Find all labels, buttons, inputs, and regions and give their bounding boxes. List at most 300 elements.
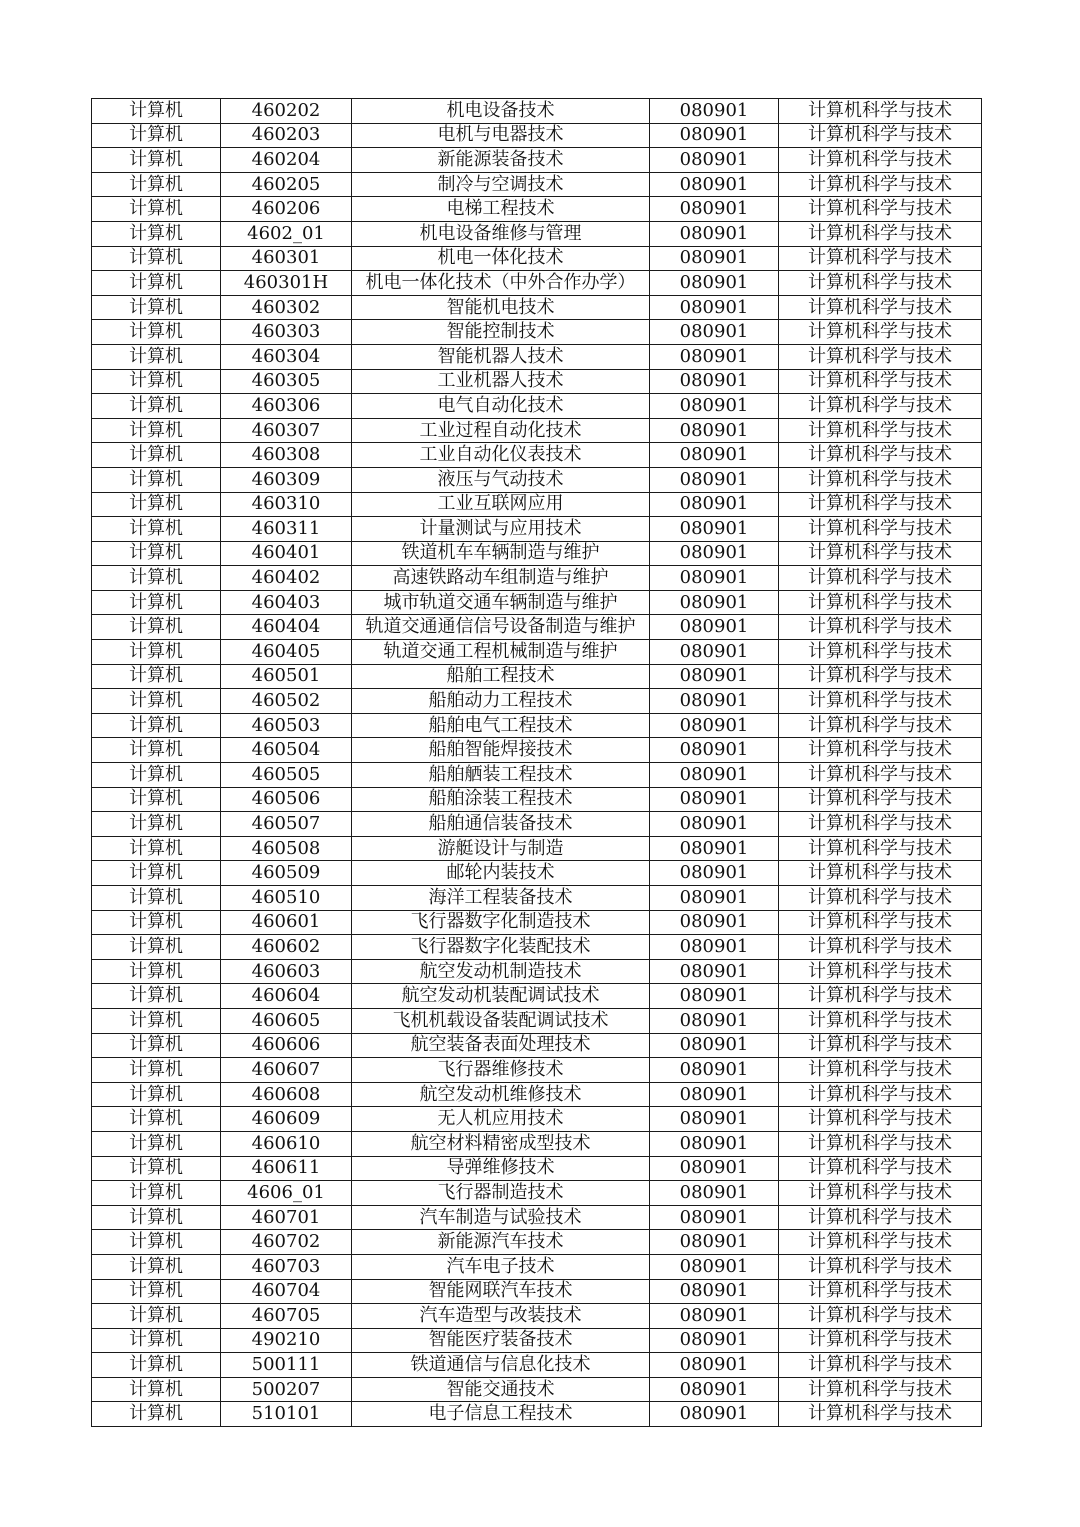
major-code-cell: 460403	[221, 590, 352, 615]
major-name-cell: 轨道交通通信信号设备制造与维护	[352, 615, 650, 640]
major-code-cell: 460510	[221, 886, 352, 911]
target-major-cell: 计算机科学与技术	[779, 1230, 982, 1255]
target-major-cell: 计算机科学与技术	[779, 320, 982, 345]
table-row	[92, 1008, 982, 1033]
major-name-cell: 航空发动机制造技术	[352, 959, 650, 984]
target-code-cell: 080901	[650, 836, 779, 861]
target-major-cell: 计算机科学与技术	[779, 369, 982, 394]
table-row	[92, 1328, 982, 1353]
major-code-cell: 460604	[221, 984, 352, 1009]
major-code-cell: 460503	[221, 713, 352, 738]
category-cell: 计算机	[92, 1328, 221, 1353]
target-major-cell: 计算机科学与技术	[779, 1058, 982, 1083]
target-code-cell: 080901	[650, 271, 779, 296]
category-cell: 计算机	[92, 1033, 221, 1058]
table-row	[92, 1082, 982, 1107]
major-code-cell: 460202	[221, 99, 352, 124]
major-name-cell: 工业过程自动化技术	[352, 418, 650, 443]
target-major-cell: 计算机科学与技术	[779, 861, 982, 886]
major-code-cell: 460308	[221, 443, 352, 468]
target-code-cell: 080901	[650, 197, 779, 222]
category-cell: 计算机	[92, 1205, 221, 1230]
category-cell: 计算机	[92, 99, 221, 124]
target-code-cell: 080901	[650, 369, 779, 394]
target-major-cell: 计算机科学与技术	[779, 123, 982, 148]
table-row	[92, 615, 982, 640]
major-name-cell: 飞机机载设备装配调试技术	[352, 1008, 650, 1033]
category-cell: 计算机	[92, 1156, 221, 1181]
table-row	[92, 910, 982, 935]
table-row	[92, 443, 982, 468]
table-row	[92, 1279, 982, 1304]
category-cell: 计算机	[92, 1377, 221, 1402]
target-code-cell: 080901	[650, 1058, 779, 1083]
major-name-cell: 无人机应用技术	[352, 1107, 650, 1132]
major-code-cell: 460607	[221, 1058, 352, 1083]
target-code-cell: 080901	[650, 590, 779, 615]
major-code-cell: 500111	[221, 1353, 352, 1378]
table-row	[92, 172, 982, 197]
table-row	[92, 394, 982, 419]
target-major-cell: 计算机科学与技术	[779, 1181, 982, 1206]
table-row	[92, 640, 982, 665]
target-major-cell: 计算机科学与技术	[779, 738, 982, 763]
major-name-cell: 机电设备技术	[352, 99, 650, 124]
table-row	[92, 935, 982, 960]
major-code-cell: 460405	[221, 640, 352, 665]
major-name-cell: 航空发动机维修技术	[352, 1082, 650, 1107]
major-name-cell: 飞行器数字化装配技术	[352, 935, 650, 960]
category-cell: 计算机	[92, 763, 221, 788]
major-name-cell: 高速铁路动车组制造与维护	[352, 566, 650, 591]
major-name-cell: 邮轮内装技术	[352, 861, 650, 886]
target-code-cell: 080901	[650, 1107, 779, 1132]
major-code-cell: 460502	[221, 689, 352, 714]
table-row	[92, 295, 982, 320]
target-code-cell: 080901	[650, 566, 779, 591]
category-cell: 计算机	[92, 959, 221, 984]
target-major-cell: 计算机科学与技术	[779, 1033, 982, 1058]
major-code-cell: 460307	[221, 418, 352, 443]
target-code-cell: 080901	[650, 320, 779, 345]
target-code-cell: 080901	[650, 394, 779, 419]
category-cell: 计算机	[92, 123, 221, 148]
target-code-cell: 080901	[650, 689, 779, 714]
category-cell: 计算机	[92, 271, 221, 296]
target-code-cell: 080901	[650, 787, 779, 812]
target-major-cell: 计算机科学与技术	[779, 664, 982, 689]
category-cell: 计算机	[92, 344, 221, 369]
target-major-cell: 计算机科学与技术	[779, 1131, 982, 1156]
target-major-cell: 计算机科学与技术	[779, 1254, 982, 1279]
category-cell: 计算机	[92, 1230, 221, 1255]
table-row	[92, 344, 982, 369]
target-major-cell: 计算机科学与技术	[779, 246, 982, 271]
table-row	[92, 517, 982, 542]
category-cell: 计算机	[92, 984, 221, 1009]
category-cell: 计算机	[92, 492, 221, 517]
major-name-cell: 新能源装备技术	[352, 148, 650, 173]
category-cell: 计算机	[92, 443, 221, 468]
target-code-cell: 080901	[650, 1328, 779, 1353]
target-code-cell: 080901	[650, 1008, 779, 1033]
major-code-cell: 460301	[221, 246, 352, 271]
table-row	[92, 1205, 982, 1230]
table-row	[92, 271, 982, 296]
major-name-cell: 船舶动力工程技术	[352, 689, 650, 714]
table-row	[92, 1131, 982, 1156]
table-row	[92, 99, 982, 124]
major-code-cell: 460301H	[221, 271, 352, 296]
category-cell: 计算机	[92, 148, 221, 173]
major-code-cell: 4606_01	[221, 1181, 352, 1206]
major-code-cell: 460304	[221, 344, 352, 369]
major-code-cell: 460608	[221, 1082, 352, 1107]
major-name-cell: 计量测试与应用技术	[352, 517, 650, 542]
table-row	[92, 221, 982, 246]
major-code-cell: 460203	[221, 123, 352, 148]
major-name-cell: 船舶工程技术	[352, 664, 650, 689]
table-row	[92, 886, 982, 911]
target-code-cell: 080901	[650, 172, 779, 197]
category-cell: 计算机	[92, 738, 221, 763]
major-name-cell: 智能机电技术	[352, 295, 650, 320]
table-row	[92, 492, 982, 517]
major-name-cell: 智能交通技术	[352, 1377, 650, 1402]
major-name-cell: 船舶智能焊接技术	[352, 738, 650, 763]
major-name-cell: 智能网联汽车技术	[352, 1279, 650, 1304]
major-code-cell: 460509	[221, 861, 352, 886]
target-code-cell: 080901	[650, 738, 779, 763]
major-name-cell: 飞行器数字化制造技术	[352, 910, 650, 935]
major-name-cell: 船舶涂装工程技术	[352, 787, 650, 812]
target-major-cell: 计算机科学与技术	[779, 1082, 982, 1107]
target-major-cell: 计算机科学与技术	[779, 541, 982, 566]
target-major-cell: 计算机科学与技术	[779, 763, 982, 788]
category-cell: 计算机	[92, 1353, 221, 1378]
target-code-cell: 080901	[650, 541, 779, 566]
target-major-cell: 计算机科学与技术	[779, 689, 982, 714]
target-code-cell: 080901	[650, 713, 779, 738]
major-name-cell: 机电一体化技术	[352, 246, 650, 271]
target-major-cell: 计算机科学与技术	[779, 713, 982, 738]
table-row	[92, 664, 982, 689]
major-code-cell: 460602	[221, 935, 352, 960]
table-row	[92, 861, 982, 886]
major-code-cell: 460310	[221, 492, 352, 517]
table-row	[92, 320, 982, 345]
target-code-cell: 080901	[650, 812, 779, 837]
target-major-cell: 计算机科学与技术	[779, 394, 982, 419]
major-name-cell: 电梯工程技术	[352, 197, 650, 222]
target-code-cell: 080901	[650, 664, 779, 689]
table-row	[92, 689, 982, 714]
target-code-cell: 080901	[650, 99, 779, 124]
target-code-cell: 080901	[650, 123, 779, 148]
target-code-cell: 080901	[650, 1082, 779, 1107]
major-code-cell: 460303	[221, 320, 352, 345]
major-name-cell: 智能医疗装备技术	[352, 1328, 650, 1353]
major-name-cell: 海洋工程装备技术	[352, 886, 650, 911]
major-code-cell: 460611	[221, 1156, 352, 1181]
target-major-cell: 计算机科学与技术	[779, 344, 982, 369]
target-code-cell: 080901	[650, 1033, 779, 1058]
target-code-cell: 080901	[650, 295, 779, 320]
category-cell: 计算机	[92, 1107, 221, 1132]
category-cell: 计算机	[92, 221, 221, 246]
table-row	[92, 590, 982, 615]
category-cell: 计算机	[92, 566, 221, 591]
major-name-cell: 航空材料精密成型技术	[352, 1131, 650, 1156]
major-name-cell: 铁道机车车辆制造与维护	[352, 541, 650, 566]
category-cell: 计算机	[92, 197, 221, 222]
major-code-cell: 460506	[221, 787, 352, 812]
target-major-cell: 计算机科学与技术	[779, 1008, 982, 1033]
target-code-cell: 080901	[650, 1353, 779, 1378]
major-code-cell: 460302	[221, 295, 352, 320]
major-name-cell: 导弹维修技术	[352, 1156, 650, 1181]
category-cell: 计算机	[92, 418, 221, 443]
target-code-cell: 080901	[650, 1205, 779, 1230]
target-major-cell: 计算机科学与技术	[779, 1353, 982, 1378]
target-major-cell: 计算机科学与技术	[779, 1402, 982, 1427]
target-code-cell: 080901	[650, 763, 779, 788]
table-row	[92, 713, 982, 738]
major-name-cell: 智能机器人技术	[352, 344, 650, 369]
target-code-cell: 080901	[650, 517, 779, 542]
table-row	[92, 369, 982, 394]
table-row	[92, 1402, 982, 1427]
target-code-cell: 080901	[650, 1254, 779, 1279]
table-row	[92, 1107, 982, 1132]
major-name-cell: 航空发动机装配调试技术	[352, 984, 650, 1009]
category-cell: 计算机	[92, 910, 221, 935]
table-row	[92, 197, 982, 222]
major-name-cell: 工业机器人技术	[352, 369, 650, 394]
major-code-cell: 460402	[221, 566, 352, 591]
target-code-cell: 080901	[650, 886, 779, 911]
target-major-cell: 计算机科学与技术	[779, 566, 982, 591]
category-cell: 计算机	[92, 467, 221, 492]
table-row	[92, 123, 982, 148]
table-row	[92, 836, 982, 861]
category-cell: 计算机	[92, 1082, 221, 1107]
major-name-cell: 智能控制技术	[352, 320, 650, 345]
major-code-cell: 490210	[221, 1328, 352, 1353]
major-name-cell: 城市轨道交通车辆制造与维护	[352, 590, 650, 615]
major-name-cell: 机电设备维修与管理	[352, 221, 650, 246]
major-name-cell: 飞行器制造技术	[352, 1181, 650, 1206]
category-cell: 计算机	[92, 664, 221, 689]
target-code-cell: 080901	[650, 910, 779, 935]
category-cell: 计算机	[92, 320, 221, 345]
major-name-cell: 游艇设计与制造	[352, 836, 650, 861]
category-cell: 计算机	[92, 713, 221, 738]
major-code-cell: 460309	[221, 467, 352, 492]
target-major-cell: 计算机科学与技术	[779, 517, 982, 542]
target-code-cell: 080901	[650, 935, 779, 960]
target-major-cell: 计算机科学与技术	[779, 221, 982, 246]
category-cell: 计算机	[92, 1131, 221, 1156]
major-code-cell: 460206	[221, 197, 352, 222]
major-code-cell: 4602_01	[221, 221, 352, 246]
table-row	[92, 1156, 982, 1181]
major-code-cell: 500207	[221, 1377, 352, 1402]
major-code-cell: 460701	[221, 1205, 352, 1230]
target-major-cell: 计算机科学与技术	[779, 418, 982, 443]
major-code-cell: 460306	[221, 394, 352, 419]
major-code-cell: 460508	[221, 836, 352, 861]
target-major-cell: 计算机科学与技术	[779, 271, 982, 296]
major-name-cell: 电气自动化技术	[352, 394, 650, 419]
table-row	[92, 1377, 982, 1402]
major-name-cell: 汽车电子技术	[352, 1254, 650, 1279]
target-major-cell: 计算机科学与技术	[779, 1279, 982, 1304]
target-major-cell: 计算机科学与技术	[779, 172, 982, 197]
major-name-cell: 轨道交通工程机械制造与维护	[352, 640, 650, 665]
table-row	[92, 1033, 982, 1058]
major-name-cell: 船舶电气工程技术	[352, 713, 650, 738]
category-cell: 计算机	[92, 295, 221, 320]
category-cell: 计算机	[92, 172, 221, 197]
category-cell: 计算机	[92, 1254, 221, 1279]
table-row	[92, 418, 982, 443]
major-code-cell: 460703	[221, 1254, 352, 1279]
major-code-cell: 460204	[221, 148, 352, 173]
major-code-cell: 510101	[221, 1402, 352, 1427]
major-code-cell: 460704	[221, 1279, 352, 1304]
major-code-cell: 460605	[221, 1008, 352, 1033]
category-cell: 计算机	[92, 615, 221, 640]
table-row	[92, 1353, 982, 1378]
target-code-cell: 080901	[650, 467, 779, 492]
category-cell: 计算机	[92, 369, 221, 394]
target-major-cell: 计算机科学与技术	[779, 295, 982, 320]
table-row	[92, 148, 982, 173]
table-row	[92, 467, 982, 492]
target-major-cell: 计算机科学与技术	[779, 812, 982, 837]
table-row	[92, 566, 982, 591]
table-row	[92, 984, 982, 1009]
category-cell: 计算机	[92, 861, 221, 886]
major-code-cell: 460205	[221, 172, 352, 197]
major-code-cell: 460609	[221, 1107, 352, 1132]
table-row	[92, 1304, 982, 1329]
category-cell: 计算机	[92, 246, 221, 271]
target-major-cell: 计算机科学与技术	[779, 492, 982, 517]
target-code-cell: 080901	[650, 1279, 779, 1304]
target-major-cell: 计算机科学与技术	[779, 197, 982, 222]
major-name-cell: 机电一体化技术（中外合作办学）	[352, 271, 650, 296]
target-code-cell: 080901	[650, 344, 779, 369]
table-row	[92, 1230, 982, 1255]
table-body	[92, 99, 982, 1427]
table-row	[92, 246, 982, 271]
target-major-cell: 计算机科学与技术	[779, 1107, 982, 1132]
major-name-cell: 电子信息工程技术	[352, 1402, 650, 1427]
category-cell: 计算机	[92, 541, 221, 566]
target-code-cell: 080901	[650, 1402, 779, 1427]
major-name-cell: 电机与电器技术	[352, 123, 650, 148]
target-major-cell: 计算机科学与技术	[779, 886, 982, 911]
major-name-cell: 新能源汽车技术	[352, 1230, 650, 1255]
major-code-cell: 460610	[221, 1131, 352, 1156]
major-code-cell: 460401	[221, 541, 352, 566]
category-cell: 计算机	[92, 517, 221, 542]
table-row	[92, 787, 982, 812]
category-cell: 计算机	[92, 640, 221, 665]
target-major-cell: 计算机科学与技术	[779, 640, 982, 665]
major-name-cell: 制冷与空调技术	[352, 172, 650, 197]
major-name-cell: 工业自动化仪表技术	[352, 443, 650, 468]
target-major-cell: 计算机科学与技术	[779, 99, 982, 124]
major-code-cell: 460305	[221, 369, 352, 394]
target-major-cell: 计算机科学与技术	[779, 787, 982, 812]
target-major-cell: 计算机科学与技术	[779, 984, 982, 1009]
major-code-cell: 460504	[221, 738, 352, 763]
target-major-cell: 计算机科学与技术	[779, 910, 982, 935]
category-cell: 计算机	[92, 1058, 221, 1083]
target-code-cell: 080901	[650, 640, 779, 665]
target-major-cell: 计算机科学与技术	[779, 1304, 982, 1329]
major-name-cell: 船舶通信装备技术	[352, 812, 650, 837]
major-name-cell: 船舶舾装工程技术	[352, 763, 650, 788]
target-major-cell: 计算机科学与技术	[779, 1328, 982, 1353]
category-cell: 计算机	[92, 590, 221, 615]
target-major-cell: 计算机科学与技术	[779, 467, 982, 492]
target-major-cell: 计算机科学与技术	[779, 836, 982, 861]
category-cell: 计算机	[92, 1008, 221, 1033]
target-major-cell: 计算机科学与技术	[779, 590, 982, 615]
target-code-cell: 080901	[650, 1377, 779, 1402]
category-cell: 计算机	[92, 689, 221, 714]
table-row	[92, 1181, 982, 1206]
major-name-cell: 工业互联网应用	[352, 492, 650, 517]
major-name-cell: 液压与气动技术	[352, 467, 650, 492]
major-code-cell: 460501	[221, 664, 352, 689]
target-major-cell: 计算机科学与技术	[779, 148, 982, 173]
target-code-cell: 080901	[650, 246, 779, 271]
target-code-cell: 080901	[650, 1230, 779, 1255]
target-code-cell: 080901	[650, 443, 779, 468]
major-code-cell: 460603	[221, 959, 352, 984]
target-major-cell: 计算机科学与技术	[779, 443, 982, 468]
category-cell: 计算机	[92, 787, 221, 812]
target-major-cell: 计算机科学与技术	[779, 615, 982, 640]
target-major-cell: 计算机科学与技术	[779, 1156, 982, 1181]
table-row	[92, 763, 982, 788]
major-name-cell: 飞行器维修技术	[352, 1058, 650, 1083]
target-code-cell: 080901	[650, 492, 779, 517]
table-row	[92, 1254, 982, 1279]
target-code-cell: 080901	[650, 1304, 779, 1329]
major-name-cell: 汽车造型与改装技术	[352, 1304, 650, 1329]
table-row	[92, 812, 982, 837]
major-mapping-table	[91, 98, 982, 1427]
target-code-cell: 080901	[650, 221, 779, 246]
major-code-cell: 460507	[221, 812, 352, 837]
table-row	[92, 1058, 982, 1083]
category-cell: 计算机	[92, 1402, 221, 1427]
category-cell: 计算机	[92, 886, 221, 911]
major-code-cell: 460311	[221, 517, 352, 542]
category-cell: 计算机	[92, 935, 221, 960]
major-name-cell: 铁道通信与信息化技术	[352, 1353, 650, 1378]
category-cell: 计算机	[92, 1304, 221, 1329]
target-code-cell: 080901	[650, 1131, 779, 1156]
table-row	[92, 541, 982, 566]
target-code-cell: 080901	[650, 959, 779, 984]
